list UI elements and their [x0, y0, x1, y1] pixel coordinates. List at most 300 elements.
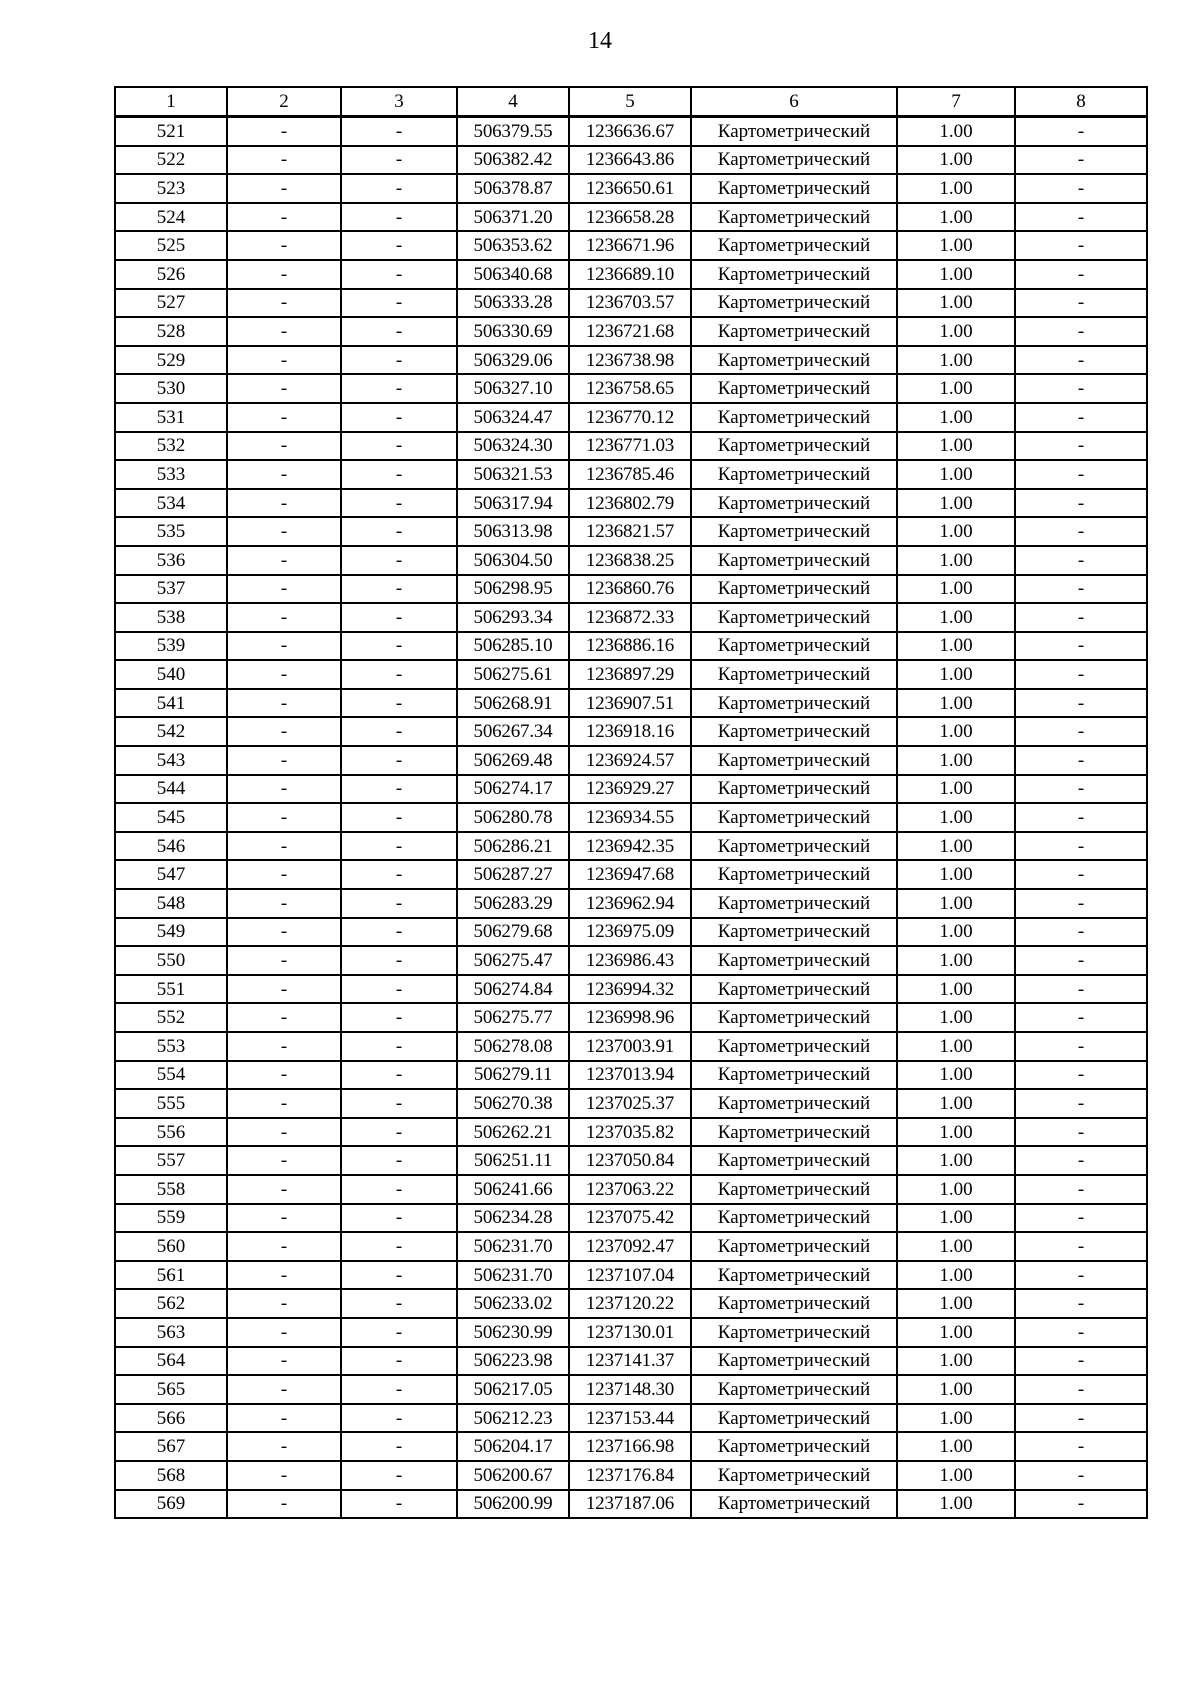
table-cell: Картометрический — [691, 231, 897, 260]
table-cell: 1236821.57 — [569, 517, 691, 546]
table-cell: - — [227, 603, 341, 632]
table-cell: - — [1015, 660, 1147, 689]
table-cell: 1.00 — [897, 1089, 1015, 1118]
table-cell: - — [1015, 1175, 1147, 1204]
table-cell: 1236658.28 — [569, 203, 691, 232]
table-cell: - — [341, 832, 457, 861]
table-cell: - — [341, 1089, 457, 1118]
table-cell: - — [341, 231, 457, 260]
table-cell: 1237075.42 — [569, 1204, 691, 1233]
table-cell: - — [341, 289, 457, 318]
table-cell: - — [227, 1146, 341, 1175]
table-row — [115, 603, 1147, 632]
table-cell: 552 — [115, 1003, 227, 1032]
table-row — [115, 889, 1147, 918]
table-cell: - — [1015, 432, 1147, 461]
table-row — [115, 1146, 1147, 1175]
table-cell: 554 — [115, 1061, 227, 1090]
table-row — [115, 1461, 1147, 1490]
table-cell: 1.00 — [897, 803, 1015, 832]
table-cell: 1.00 — [897, 1204, 1015, 1233]
table-cell: - — [227, 1404, 341, 1433]
table-row — [115, 803, 1147, 832]
table-cell: 1.00 — [897, 546, 1015, 575]
table-cell: - — [341, 803, 457, 832]
table-cell: 1.00 — [897, 775, 1015, 804]
table-row — [115, 1318, 1147, 1347]
table-cell: 1.00 — [897, 918, 1015, 947]
table-cell: - — [227, 1261, 341, 1290]
table-cell: - — [1015, 317, 1147, 346]
table-cell: - — [227, 918, 341, 947]
table-cell: 534 — [115, 489, 227, 518]
table-cell: 1236942.35 — [569, 832, 691, 861]
table-row — [115, 231, 1147, 260]
table-cell: Картометрический — [691, 632, 897, 661]
table-cell: 1.00 — [897, 231, 1015, 260]
table-cell: 1.00 — [897, 689, 1015, 718]
table-cell: 527 — [115, 289, 227, 318]
table-cell: 1.00 — [897, 746, 1015, 775]
table-cell: 506223.98 — [457, 1347, 569, 1376]
table-cell: Картометрический — [691, 860, 897, 889]
table-cell: - — [341, 746, 457, 775]
table-cell: Картометрический — [691, 746, 897, 775]
table-cell: 1.00 — [897, 203, 1015, 232]
table-cell: - — [341, 603, 457, 632]
table-cell: - — [341, 460, 457, 489]
table-cell: 1236994.32 — [569, 975, 691, 1004]
table-row — [115, 1261, 1147, 1290]
table-cell: 506298.95 — [457, 575, 569, 604]
table-cell: 506234.28 — [457, 1204, 569, 1233]
table-cell: 1.00 — [897, 260, 1015, 289]
table-cell: 506324.30 — [457, 432, 569, 461]
table-cell: - — [227, 317, 341, 346]
table-cell: - — [1015, 860, 1147, 889]
column-header: 6 — [691, 87, 897, 117]
table-cell: - — [227, 860, 341, 889]
table-row — [115, 1490, 1147, 1519]
table-cell: - — [227, 1375, 341, 1404]
table-cell: - — [227, 1432, 341, 1461]
table-cell: - — [341, 775, 457, 804]
table-cell: 1.00 — [897, 1461, 1015, 1490]
table-cell: Картометрический — [691, 575, 897, 604]
table-cell: 506340.68 — [457, 260, 569, 289]
table-row — [115, 1404, 1147, 1433]
table-cell: 561 — [115, 1261, 227, 1290]
table-cell: 506329.06 — [457, 346, 569, 375]
table-cell: 1236838.25 — [569, 546, 691, 575]
table-row — [115, 146, 1147, 175]
table-cell: 506382.42 — [457, 146, 569, 175]
table-cell: 1236907.51 — [569, 689, 691, 718]
table-cell: - — [227, 1175, 341, 1204]
table-cell: Картометрический — [691, 289, 897, 318]
table-cell: - — [227, 889, 341, 918]
table-cell: Картометрический — [691, 117, 897, 146]
table-cell: - — [1015, 1232, 1147, 1261]
table-cell: 1.00 — [897, 374, 1015, 403]
table-cell: 547 — [115, 860, 227, 889]
table-cell: 506313.98 — [457, 517, 569, 546]
table-cell: 1237003.91 — [569, 1032, 691, 1061]
table-cell: - — [1015, 403, 1147, 432]
table-cell: - — [1015, 1118, 1147, 1147]
table-cell: 1236860.76 — [569, 575, 691, 604]
table-cell: 1.00 — [897, 489, 1015, 518]
table-cell: 506371.20 — [457, 203, 569, 232]
table-cell: 1237130.01 — [569, 1318, 691, 1347]
table-cell: 1236929.27 — [569, 775, 691, 804]
table-cell: 506321.53 — [457, 460, 569, 489]
table-cell: 566 — [115, 1404, 227, 1433]
table-cell: 506378.87 — [457, 174, 569, 203]
table-cell: - — [227, 374, 341, 403]
table-cell: 555 — [115, 1089, 227, 1118]
table-row — [115, 346, 1147, 375]
table-cell: 1237063.22 — [569, 1175, 691, 1204]
table-cell: 506275.61 — [457, 660, 569, 689]
table-cell: - — [341, 1318, 457, 1347]
table-cell: Картометрический — [691, 546, 897, 575]
table-row — [115, 717, 1147, 746]
table-cell: - — [227, 203, 341, 232]
table-cell: - — [227, 289, 341, 318]
table-cell: - — [227, 1204, 341, 1233]
table-cell: - — [341, 632, 457, 661]
table-cell: 1236924.57 — [569, 746, 691, 775]
table-cell: Картометрический — [691, 260, 897, 289]
table-cell: 1.00 — [897, 660, 1015, 689]
table-cell: 558 — [115, 1175, 227, 1204]
table-cell: - — [1015, 1204, 1147, 1233]
table-cell: Картометрический — [691, 689, 897, 718]
table-cell: 1236918.16 — [569, 717, 691, 746]
table-cell: - — [1015, 746, 1147, 775]
table-cell: Картометрический — [691, 403, 897, 432]
table-row — [115, 289, 1147, 318]
table-cell: 506268.91 — [457, 689, 569, 718]
table-cell: 1.00 — [897, 1146, 1015, 1175]
table-cell: 1.00 — [897, 117, 1015, 146]
table-cell: 537 — [115, 575, 227, 604]
table-cell: 541 — [115, 689, 227, 718]
table-row — [115, 860, 1147, 889]
table-cell: - — [341, 174, 457, 203]
table-cell: - — [227, 575, 341, 604]
table-cell: - — [341, 203, 457, 232]
table-cell: 1.00 — [897, 1118, 1015, 1147]
table-cell: - — [1015, 1432, 1147, 1461]
table-cell: Картометрический — [691, 1232, 897, 1261]
table-cell: - — [1015, 260, 1147, 289]
table-row — [115, 432, 1147, 461]
table-row — [115, 460, 1147, 489]
table-cell: 506230.99 — [457, 1318, 569, 1347]
table-cell: - — [341, 1032, 457, 1061]
table-cell: 1237153.44 — [569, 1404, 691, 1433]
table-cell: 1236802.79 — [569, 489, 691, 518]
table-cell: Картометрический — [691, 1375, 897, 1404]
table-cell: 1236703.57 — [569, 289, 691, 318]
table-cell: 1237107.04 — [569, 1261, 691, 1290]
table-cell: 562 — [115, 1289, 227, 1318]
table-cell: - — [227, 746, 341, 775]
table-cell: - — [1015, 832, 1147, 861]
table-cell: 506285.10 — [457, 632, 569, 661]
table-cell: 1236947.68 — [569, 860, 691, 889]
table-cell: 506231.70 — [457, 1261, 569, 1290]
table-cell: 1237148.30 — [569, 1375, 691, 1404]
table-cell: 1236886.16 — [569, 632, 691, 661]
table-cell: 1.00 — [897, 1432, 1015, 1461]
table-cell: - — [341, 1003, 457, 1032]
table-cell: 1237092.47 — [569, 1232, 691, 1261]
table-row — [115, 575, 1147, 604]
table-row — [115, 975, 1147, 1004]
table-row — [115, 203, 1147, 232]
table-cell: - — [341, 717, 457, 746]
table-cell: 568 — [115, 1461, 227, 1490]
table-cell: 1236643.86 — [569, 146, 691, 175]
column-header: 8 — [1015, 87, 1147, 117]
table-cell: 1236872.33 — [569, 603, 691, 632]
table-cell: Картометрический — [691, 174, 897, 203]
table-cell: 1.00 — [897, 889, 1015, 918]
table-cell: - — [1015, 689, 1147, 718]
table-cell: 506324.47 — [457, 403, 569, 432]
table-cell: - — [1015, 1375, 1147, 1404]
table-cell: Картометрический — [691, 1003, 897, 1032]
table-cell: 506267.34 — [457, 717, 569, 746]
table-cell: Картометрический — [691, 1490, 897, 1519]
table-cell: - — [227, 1232, 341, 1261]
table-cell: 506275.47 — [457, 946, 569, 975]
table-row — [115, 403, 1147, 432]
table-cell: 1.00 — [897, 1232, 1015, 1261]
table-cell: 1.00 — [897, 1175, 1015, 1204]
table-cell: - — [227, 1289, 341, 1318]
coordinates-table — [114, 86, 1148, 1519]
table-cell: 551 — [115, 975, 227, 1004]
table-cell: - — [227, 1032, 341, 1061]
table-row — [115, 260, 1147, 289]
table-cell: 1.00 — [897, 1347, 1015, 1376]
table-cell: - — [1015, 374, 1147, 403]
table-cell: - — [227, 946, 341, 975]
table-cell: 1237013.94 — [569, 1061, 691, 1090]
table-cell: 532 — [115, 432, 227, 461]
table-cell: - — [1015, 603, 1147, 632]
page-number: 14 — [588, 28, 612, 54]
table-cell: - — [341, 1146, 457, 1175]
table-cell: 506293.34 — [457, 603, 569, 632]
table-cell: - — [1015, 717, 1147, 746]
table-cell: - — [341, 1261, 457, 1290]
table-cell: - — [1015, 289, 1147, 318]
table-cell: - — [341, 575, 457, 604]
table-cell: - — [341, 374, 457, 403]
table-cell: 521 — [115, 117, 227, 146]
table-cell: 529 — [115, 346, 227, 375]
table-cell: 549 — [115, 918, 227, 947]
table-cell: 548 — [115, 889, 227, 918]
table-cell: 1.00 — [897, 1061, 1015, 1090]
table-cell: - — [1015, 918, 1147, 947]
table-cell: - — [341, 689, 457, 718]
table-row — [115, 1432, 1147, 1461]
table-cell: - — [341, 1432, 457, 1461]
table-cell: 506330.69 — [457, 317, 569, 346]
table-cell: 559 — [115, 1204, 227, 1233]
table-cell: 1.00 — [897, 1003, 1015, 1032]
table-cell: - — [1015, 1490, 1147, 1519]
table-cell: - — [227, 1490, 341, 1519]
table-cell: 1.00 — [897, 1032, 1015, 1061]
table-row — [115, 1347, 1147, 1376]
table-cell: - — [227, 432, 341, 461]
table-cell: - — [341, 918, 457, 947]
table-row — [115, 546, 1147, 575]
table-cell: 569 — [115, 1490, 227, 1519]
column-header: 3 — [341, 87, 457, 117]
table-cell: - — [227, 975, 341, 1004]
table-cell: 506333.28 — [457, 289, 569, 318]
table-row — [115, 946, 1147, 975]
table-row — [115, 1232, 1147, 1261]
table-cell: 526 — [115, 260, 227, 289]
table-cell: 1236671.96 — [569, 231, 691, 260]
table-cell: - — [227, 1347, 341, 1376]
table-cell: 506241.66 — [457, 1175, 569, 1204]
table-cell: 1237166.98 — [569, 1432, 691, 1461]
table-cell: - — [341, 517, 457, 546]
table-cell: - — [227, 1118, 341, 1147]
table-cell: 506204.17 — [457, 1432, 569, 1461]
table-cell: - — [341, 660, 457, 689]
table-cell: Картометрический — [691, 603, 897, 632]
table-cell: Картометрический — [691, 803, 897, 832]
table-cell: 1.00 — [897, 975, 1015, 1004]
table-cell: 1236962.94 — [569, 889, 691, 918]
table-cell: - — [227, 174, 341, 203]
table-row — [115, 775, 1147, 804]
table-cell: - — [227, 403, 341, 432]
table-cell: - — [1015, 546, 1147, 575]
table-cell: 506270.38 — [457, 1089, 569, 1118]
table-row — [115, 1175, 1147, 1204]
table-cell: 506251.11 — [457, 1146, 569, 1175]
table-cell: 1236897.29 — [569, 660, 691, 689]
table-cell: 1.00 — [897, 946, 1015, 975]
table-cell: 1.00 — [897, 1490, 1015, 1519]
table-cell: 506353.62 — [457, 231, 569, 260]
table-cell: 535 — [115, 517, 227, 546]
table-cell: - — [227, 1061, 341, 1090]
table-cell: 553 — [115, 1032, 227, 1061]
table-cell: 1236986.43 — [569, 946, 691, 975]
table-cell: - — [341, 1461, 457, 1490]
table-cell: - — [1015, 1289, 1147, 1318]
table-cell: - — [341, 1289, 457, 1318]
table-cell: 1.00 — [897, 832, 1015, 861]
table-cell: - — [341, 1404, 457, 1433]
table-cell: 1.00 — [897, 1289, 1015, 1318]
table-cell: - — [1015, 1261, 1147, 1290]
table-cell: 530 — [115, 374, 227, 403]
table-cell: 506327.10 — [457, 374, 569, 403]
table-row — [115, 117, 1147, 146]
table-cell: 1.00 — [897, 403, 1015, 432]
table-cell: - — [1015, 1003, 1147, 1032]
table-cell: - — [227, 546, 341, 575]
table-cell: 531 — [115, 403, 227, 432]
table-cell: - — [227, 117, 341, 146]
table-cell: 506283.29 — [457, 889, 569, 918]
table-cell: Картометрический — [691, 146, 897, 175]
table-cell: 540 — [115, 660, 227, 689]
table-cell: 1.00 — [897, 603, 1015, 632]
table-cell: 506279.68 — [457, 918, 569, 947]
table-cell: - — [1015, 1089, 1147, 1118]
table-cell: 1.00 — [897, 1318, 1015, 1347]
table-cell: Картометрический — [691, 1175, 897, 1204]
table-cell: - — [1015, 231, 1147, 260]
table-header-row — [115, 87, 1147, 117]
table-cell: 1236738.98 — [569, 346, 691, 375]
table-cell: 563 — [115, 1318, 227, 1347]
table-cell: 506280.78 — [457, 803, 569, 832]
table-cell: 1.00 — [897, 460, 1015, 489]
table-cell: - — [341, 346, 457, 375]
table-row — [115, 517, 1147, 546]
table-cell: 560 — [115, 1232, 227, 1261]
table-cell: Картометрический — [691, 1089, 897, 1118]
table-cell: Картометрический — [691, 346, 897, 375]
table-row — [115, 1375, 1147, 1404]
table-cell: Картометрический — [691, 317, 897, 346]
table-cell: Картометрический — [691, 832, 897, 861]
table-cell: 506287.27 — [457, 860, 569, 889]
table-cell: - — [1015, 803, 1147, 832]
table-cell: - — [227, 689, 341, 718]
table-cell: 1.00 — [897, 1404, 1015, 1433]
table-row — [115, 1289, 1147, 1318]
table-cell: Картометрический — [691, 432, 897, 461]
table-cell: Картометрический — [691, 1118, 897, 1147]
table-cell: 506212.23 — [457, 1404, 569, 1433]
table-cell: 506317.94 — [457, 489, 569, 518]
table-cell: - — [1015, 775, 1147, 804]
table-cell: - — [341, 889, 457, 918]
table-cell: 523 — [115, 174, 227, 203]
table-cell: 525 — [115, 231, 227, 260]
table-cell: - — [227, 231, 341, 260]
table-cell: 1.00 — [897, 289, 1015, 318]
table-cell: - — [1015, 1061, 1147, 1090]
table-cell: 539 — [115, 632, 227, 661]
table-cell: 1.00 — [897, 575, 1015, 604]
table-cell: - — [1015, 117, 1147, 146]
table-cell: - — [1015, 460, 1147, 489]
table-cell: 545 — [115, 803, 227, 832]
table-cell: 536 — [115, 546, 227, 575]
table-cell: Картометрический — [691, 374, 897, 403]
table-cell: Картометрический — [691, 1261, 897, 1290]
table-cell: 506200.67 — [457, 1461, 569, 1490]
